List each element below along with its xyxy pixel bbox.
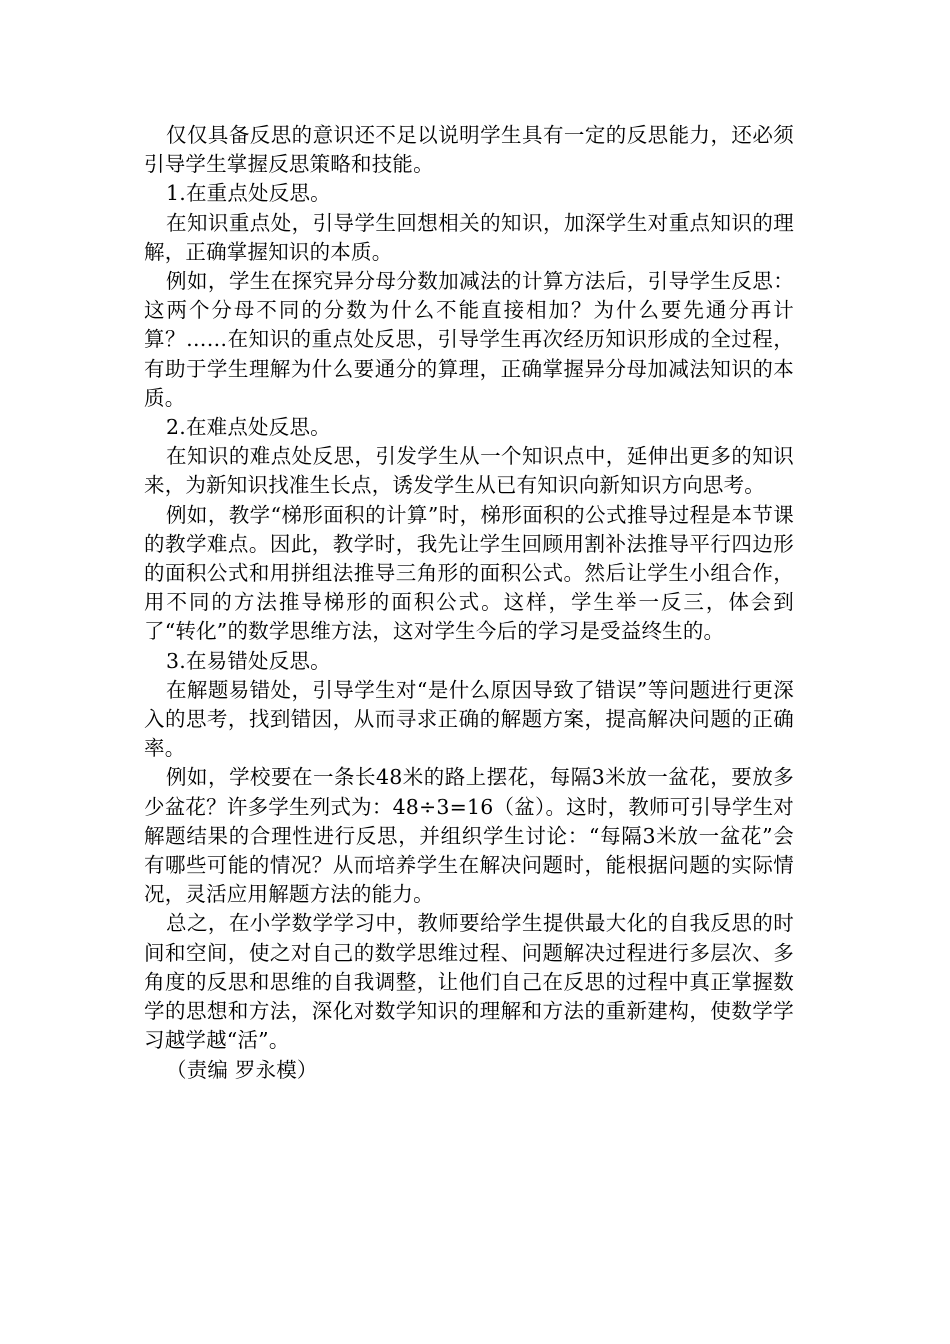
section-heading-1: 1.在重点处反思。 xyxy=(166,181,331,206)
paragraph-error-prone: 在解题易错处，引导学生对“是什么原因导致了错误”等问题进行更深入的思考，找到错因，从而寻求正确的解题方案，提高解决问题的正确率。 xyxy=(144,677,794,761)
paragraph-error-prone-example: 例如，学校要在一条长48米的路上摆花，每隔3米放一盆花，要放多少盆花？许多学生列式为：48÷3=16（盆）。这时，教师可引导学生对解题结果的合理性进行反思，并组织学生讨论：“每隔3米放一盆花”会有哪些可能的情况？从而培养学生在解决问题时，能根据问题的实际情况，灵活应用解题方法的能力。 xyxy=(144,765,794,907)
paragraph-difficult-points-example: 例如，教学“梯形面积的计算”时，梯形面积的公式推导过程是本节课的教学难点。因此，教学时，我先让学生回顾用割补法推导平行四边形的面积公式和用拼组法推导三角形的面积公式。然后让学生小组合作，用不同的方法推导梯形的面积公式。这样，学生举一反三，体会到了“转化”的数学思维方法，这对学生今后的学习是受益终生的。 xyxy=(144,502,794,644)
article-body xyxy=(144,121,794,1085)
paragraph-key-points-example: 例如，学生在探究异分母分数加减法的计算方法后，引导学生反思：这两个分母不同的分数为什么不能直接相加？为什么要先通分再计算？……在知识的重点处反思，引导学生再次经历知识形成的全过程，有助于学生理解为什么要通分的算理，正确掌握异分母加减法知识的本质。 xyxy=(144,269,794,410)
paragraph-difficult-points: 在知识的难点处反思，引发学生从一个知识点中，延伸出更多的知识来，为新知识找准生长点，诱发学生从已有知识向新知识方向思考。 xyxy=(144,444,794,498)
editor-credit: （责编 罗永模） xyxy=(166,1057,318,1082)
paragraph-intro: 仅仅具备反思的意识还不足以说明学生具有一定的反思能力，还必须引导学生掌握反思策略和技能。 xyxy=(144,123,794,177)
paragraph-conclusion: 总之，在小学数学学习中，教师要给学生提供最大化的自我反思的时间和空间，使之对自己的数学思维过程、问题解决过程进行多层次、多角度的反思和思维的自我调整，让他们自己在反思的过程中真正掌握数学的思想和方法，深化对数学知识的理解和方法的重新建构，使数学学习越学越“活”。 xyxy=(144,911,794,1053)
section-heading-3: 3.在易错处反思。 xyxy=(166,648,331,673)
paragraph-key-points: 在知识重点处，引导学生回想相关的知识，加深学生对重点知识的理解，正确掌握知识的本质。 xyxy=(144,210,794,264)
section-heading-2: 2.在难点处反思。 xyxy=(166,415,331,440)
